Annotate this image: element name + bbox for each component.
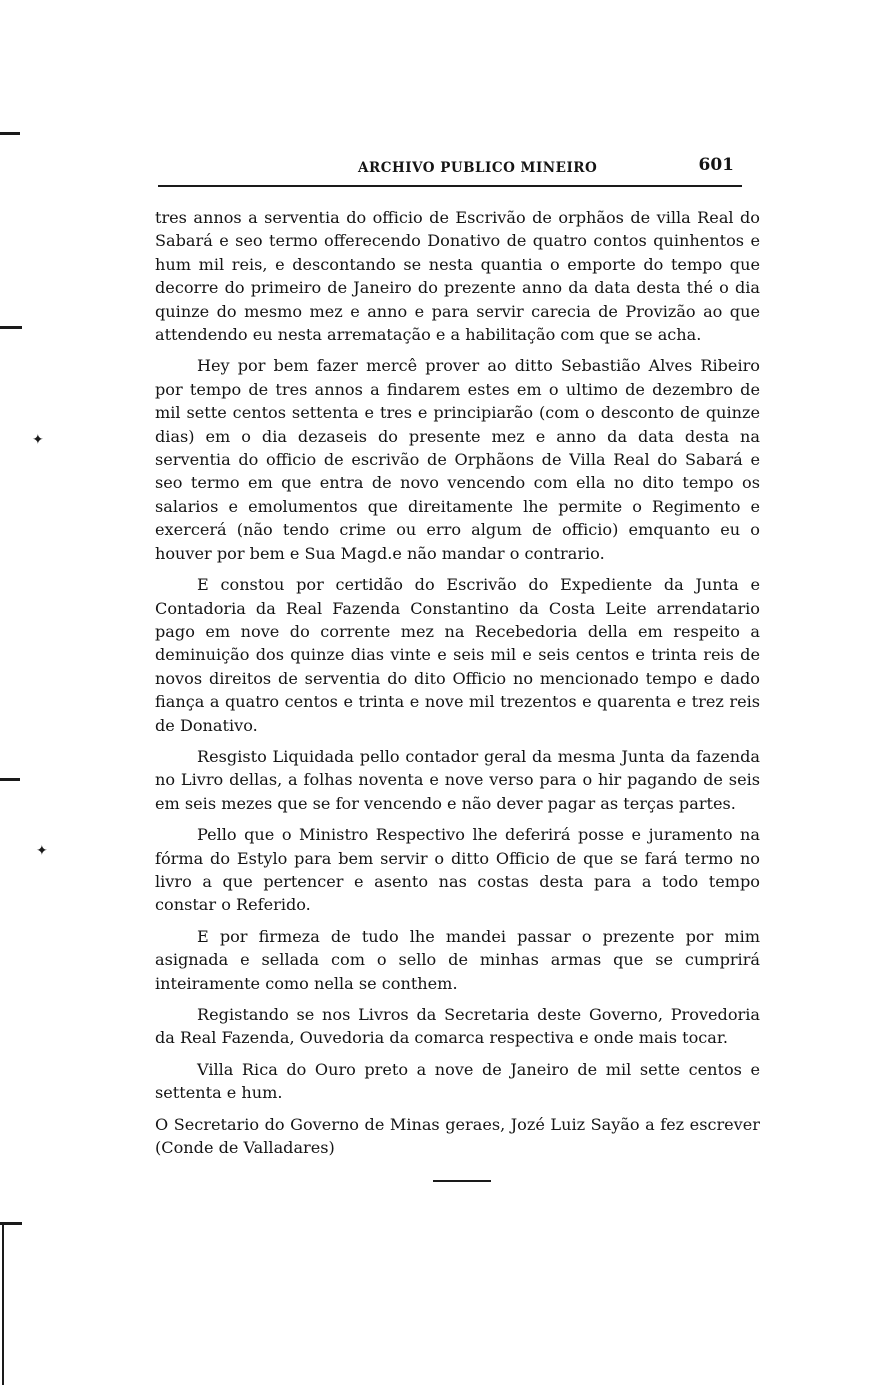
left-margin-mark: [0, 132, 20, 135]
left-margin-mark: [0, 778, 20, 781]
closing-rule: [433, 1180, 491, 1182]
paragraph: E constou por certidão do Escrivão do Expediente da Junta e Contadoria da Real Fazenda Constantino da Costa Leite arrendatario pago em nove do corrente mez na Recebedoria della em respeito a deminuição dos quinze dias vinte e seis mil e seis centos e trinta reis de novos direitos de serventia do dito Officio no mencionado tempo e dado fiança a quatro centos e trinta e nove mil trezentos e quarenta e trez reis de Donativo.: [155, 575, 760, 735]
page-number: 601: [698, 155, 734, 175]
paragraph: Hey por bem fazer mercê prover ao ditto Sebastião Alves Ribeiro por tempo de tres annos a findarem estes em o ultimo de dezembro de mil sette centos settenta e tres e principiarão (com o desconto de quinze dias) em o dia dezaseis do presente mez e anno da data desta na serventia do officio de escrivão de Orphãons de Villa Real do Sabará e seo termo em que entra de novo vencendo com ella no dito tempo os salarios e emolumentos que direitamente lhe permite o Regimento e exercerá (não tendo crime ou erro algum de officio) emquanto eu o houver por bem e Sua Magd.e não mandar o contrario.: [155, 356, 760, 563]
paragraph: tres annos a serventia do officio de Escrivão de orphãos de villa Real do Sabará e seo termo offerecendo Donativo de quatro contos quinhentos e hum mil reis, e descontando se nesta quantia o emporte do tempo que decorre do primeiro de Janeiro do prezente anno da data desta thé o dia quinze do mesmo mez e anno e para servir carecia de Provizão ao que attendendo eu nesta arrematação e a habilitação com que se acha.: [155, 208, 760, 345]
left-margin-mark: [0, 326, 22, 329]
paragraph: Resgisto Liquidada pello contador geral da mesma Junta da fazenda no Livro dellas, a folhas noventa e nove verso para o hir pagando de seis em seis mezes que se for vencendo e não dever pagar as terças partes.: [155, 746, 760, 813]
running-title: ARCHIVO PUBLICO MINEIRO: [358, 160, 598, 176]
document-body: [155, 206, 760, 1167]
header-rule: [158, 185, 742, 187]
ink-speck: ✦: [32, 432, 44, 448]
signature-paragraph: O Secretario do Governo de Minas geraes, Jozé Luiz Sayão a fez escrever (Conde de Valladares): [155, 1114, 760, 1158]
paragraph: Pello que o Ministro Respectivo lhe deferirá posse e juramento na fórma do Estylo para bem servir o ditto Officio de que se fará termo no livro a que pertencer e asento nas costas desta para a todo tempo constar o Referido.: [155, 825, 760, 915]
paragraph: Villa Rica do Ouro preto a nove de Janeiro de mil sette centos e settenta e hum.: [155, 1059, 760, 1103]
page-header: [158, 154, 740, 186]
left-binding-edge: [2, 1225, 4, 1385]
paragraph: E por firmeza de tudo lhe mandei passar o prezente por mim asignada e sellada com o sello de minhas armas que se cumprirá inteiramente como nella se conthem.: [155, 926, 760, 993]
ink-speck: ✦: [36, 843, 48, 859]
paragraph: Registando se nos Livros da Secretaria deste Governo, Provedoria da Real Fazenda, Ouvedoria da comarca respectiva e onde mais tocar.: [155, 1005, 760, 1048]
left-margin-mark: [0, 1222, 22, 1225]
